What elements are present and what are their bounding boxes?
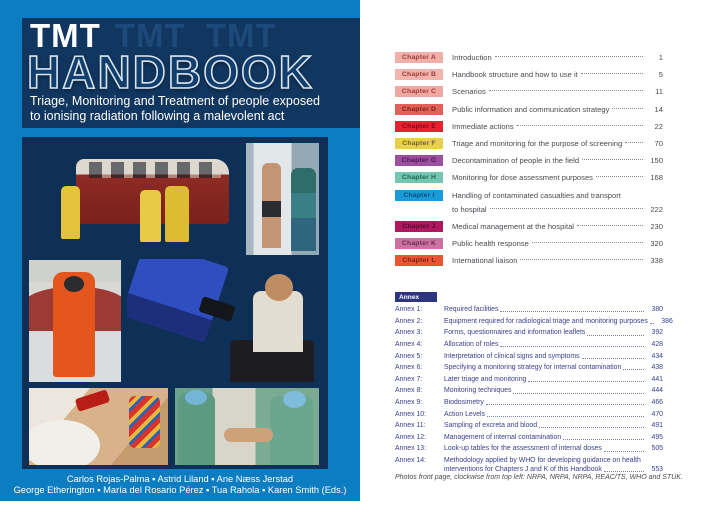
annex-label: Annex 10:	[395, 410, 427, 418]
page-number: 1	[658, 53, 663, 62]
chapter-badge: Chapter G	[395, 155, 443, 166]
page-number: 320	[650, 239, 663, 249]
dot-leader	[596, 176, 643, 177]
chapter-badge: Chapter D	[395, 104, 443, 115]
annex-title: Specifying a monitoring strategy for internal contamination	[444, 364, 622, 372]
dot-leader	[539, 427, 644, 428]
photo-monitoring-device-child	[127, 259, 318, 382]
dot-leader	[581, 73, 643, 74]
toc-entry-chapter-b[interactable]	[395, 69, 663, 80]
page-number: 150	[650, 156, 663, 166]
authors-line1: Carlos Rojas-Palma ▪ Astrid Liland ▪ Ane Næss Jerstad	[66, 474, 294, 484]
chapter-title: Monitoring for dose assessment purposes	[452, 173, 593, 183]
front-cover	[0, 0, 360, 501]
page-number: 380	[651, 306, 663, 314]
dot-leader	[563, 439, 644, 440]
toc-entry-chapter-i-line2[interactable]	[395, 204, 663, 215]
annex-title: Later triage and monitoring	[444, 375, 527, 383]
chapter-badge: Chapter B	[395, 69, 443, 80]
page-number: 553	[651, 466, 663, 474]
annex-label: Annex 5:	[395, 352, 423, 360]
photo-medical-team	[175, 388, 319, 465]
cover-title-tmt-echo: TMT TMT	[114, 17, 277, 54]
chapter-badge: Chapter I	[395, 190, 443, 201]
chapter-badge: Chapter C	[395, 86, 443, 97]
annex-title: Look-up tables for the assessment of internal doses	[444, 445, 602, 453]
page-number: 22	[654, 121, 663, 131]
dot-leader	[495, 56, 643, 57]
page-number: 168	[650, 173, 663, 183]
toc-entry-annex-7[interactable]	[395, 376, 663, 383]
toc-entry-chapter-h[interactable]	[395, 172, 663, 183]
dot-leader	[604, 471, 644, 472]
page-number: 386	[661, 317, 673, 325]
chapter-title: International liaison	[452, 256, 518, 266]
annex-title: Monitoring techniques	[444, 387, 512, 395]
page-number: 338	[650, 256, 663, 266]
toc-entry-chapter-c[interactable]	[395, 86, 663, 97]
chapter-title: Decontamination of people in the field	[452, 156, 580, 166]
contents-page	[362, 0, 724, 512]
toc-entry-chapter-d[interactable]	[395, 104, 663, 115]
photo-blood-sampling	[29, 388, 168, 465]
toc-entry-annex-10[interactable]	[395, 411, 663, 418]
dot-leader	[604, 451, 644, 452]
toc-entry-chapter-e[interactable]	[395, 121, 663, 132]
toc-entry-annex-9[interactable]	[395, 399, 663, 406]
page-number: 230	[650, 221, 663, 231]
annex-label: Annex 9:	[395, 399, 423, 406]
chapter-badge: Chapter H	[395, 172, 443, 183]
cover-subtitle-line2: to ionising radiation following a malevolent act	[30, 109, 285, 123]
toc-entry-annex-6[interactable]	[395, 364, 663, 371]
annex-title: Equipment required for radiological triage and monitoring purposes	[444, 317, 648, 325]
toc-entry-annex-4[interactable]	[395, 341, 663, 348]
dot-leader	[489, 90, 643, 91]
chapter-title: Immediate actions	[452, 121, 514, 131]
annex-title: Action Levels	[444, 410, 485, 418]
table-of-contents	[395, 52, 673, 478]
annex-title: Allocation of roles	[444, 341, 499, 349]
photo-credits-note: Photos front page, clockwise from top left: NRPA, NRPA, NRPA, REAC/TS, WHO and STUK.	[395, 474, 683, 481]
authors-line2: George Etherington ▪ María del Rosario Pérez ▪ Tua Rahola ▪ Karen Smith (Eds.)	[13, 484, 347, 495]
cover-authors	[0, 474, 360, 495]
chapter-title: Handbook structure and how to use it	[452, 70, 578, 80]
annex-label: Annex 6:	[395, 364, 423, 372]
photo-responder-orange-suit	[29, 260, 121, 382]
chapter-badge: Chapter J	[395, 221, 443, 232]
page-number: 428	[651, 341, 663, 349]
annex-label: Annex 4:	[395, 341, 423, 349]
page-number: 505	[651, 445, 663, 453]
dot-leader	[577, 225, 643, 226]
annex-label: Annex 7:	[395, 375, 423, 383]
annex-title: Required facilities	[444, 306, 499, 314]
cover-subtitle-line1: Triage, Monitoring and Treatment of people exposed	[30, 94, 320, 108]
toc-entry-annex-1[interactable]	[395, 306, 663, 313]
annex-label: Annex 8:	[395, 387, 423, 395]
annex-section-header: Annex	[395, 292, 437, 302]
page-number: 444	[651, 387, 663, 395]
page-number: 222	[650, 204, 663, 214]
cover-photo-collage	[22, 137, 328, 469]
dot-leader	[500, 311, 644, 312]
toc-entry-chapter-l[interactable]	[395, 255, 663, 266]
page-number: 441	[651, 375, 663, 383]
toc-entry-annex-5[interactable]	[395, 353, 663, 360]
toc-entry-annex-2[interactable]	[395, 317, 673, 325]
toc-entry-annex-11[interactable]	[395, 422, 663, 429]
page-number: 5	[658, 70, 663, 80]
dot-leader	[532, 242, 643, 243]
toc-entry-annex-3[interactable]	[395, 329, 663, 336]
photo-bus-accident-hazmat-responders	[29, 143, 242, 255]
dot-leader	[486, 404, 644, 405]
chapter-badge: Chapter A	[395, 52, 443, 63]
chapter-badge: Chapter E	[395, 121, 443, 132]
dot-leader	[582, 159, 643, 160]
chapter-badge: Chapter L	[395, 255, 443, 266]
page-number: 70	[654, 138, 663, 148]
chapter-title: Introduction	[452, 53, 492, 62]
cover-title-tmt: TMT	[30, 17, 101, 54]
annex-title: Sampling of excreta and blood	[444, 422, 538, 430]
page-number: 11	[655, 87, 663, 97]
toc-entry-chapter-f[interactable]	[395, 138, 663, 149]
dot-leader	[612, 108, 643, 109]
annex-title-continued: interventions for Chapters J and K of this Handbook	[444, 466, 602, 474]
toc-entry-chapter-g[interactable]	[395, 155, 663, 166]
toc-entry-chapter-i[interactable]	[395, 190, 663, 201]
dot-leader	[623, 369, 644, 370]
page-number: 466	[651, 399, 663, 406]
dot-leader	[625, 142, 643, 143]
chapter-title-continued: to hospital	[452, 204, 487, 214]
dot-leader	[513, 393, 644, 394]
cover-subtitle	[30, 94, 320, 124]
annex-label: Annex 3:	[395, 329, 423, 337]
toc-entry-annex-14[interactable]	[395, 457, 663, 464]
chapter-title: Scenarios	[452, 87, 486, 97]
toc-entry-annex-13[interactable]	[395, 445, 663, 452]
dot-leader	[500, 346, 644, 347]
toc-entry-annex-8[interactable]	[395, 387, 663, 394]
photo-decontamination-shower	[246, 143, 319, 255]
annex-label: Annex 13:	[395, 445, 427, 453]
page-number: 392	[651, 329, 663, 337]
dot-leader	[517, 125, 643, 126]
toc-entry-chapter-k[interactable]	[395, 238, 663, 249]
dot-leader	[650, 323, 654, 324]
chapter-title: Handling of contaminated casualties and transport	[452, 190, 621, 200]
chapter-title: Public health response	[452, 239, 529, 249]
dot-leader	[582, 358, 644, 359]
page-number: 470	[651, 410, 663, 418]
chapter-badge: Chapter K	[395, 238, 443, 249]
page-number: 495	[651, 433, 663, 441]
dot-leader	[528, 381, 644, 382]
annex-title: Biodosimetry	[444, 399, 484, 406]
annex-title: Interpretation of clinical signs and symptoms	[444, 352, 580, 360]
annex-label: Annex 11:	[395, 422, 426, 430]
chapter-title: Triage and monitoring for the purpose of screening	[452, 138, 623, 148]
page-number: 491	[651, 422, 663, 430]
toc-entry-annex-12[interactable]	[395, 434, 663, 441]
dot-leader	[520, 259, 643, 260]
cover-title-block	[22, 18, 360, 128]
chapter-title: Medical management at the hospital	[452, 221, 574, 231]
chapter-badge: Chapter F	[395, 138, 443, 149]
annex-title: Management of internal contamination	[444, 433, 562, 441]
toc-entry-annex-14-line2[interactable]	[395, 466, 663, 473]
page-number: 434	[651, 352, 663, 360]
cover-title-handbook: HANDBOOK	[27, 46, 314, 98]
dot-leader	[490, 208, 643, 209]
annex-title: Methodology applied by WHO for developing guidance on health	[444, 456, 641, 464]
annex-label: Annex 1:	[395, 306, 423, 314]
annex-title: Forms, questionnaires and information leaflets	[444, 329, 586, 337]
annex-label: Annex 14:	[395, 456, 427, 464]
dot-leader	[587, 335, 644, 336]
annex-label: Annex 2:	[395, 317, 423, 325]
annex-section	[395, 292, 673, 474]
toc-entry-chapter-j[interactable]	[395, 221, 663, 232]
toc-entry-chapter-a[interactable]	[395, 52, 663, 63]
dot-leader	[487, 416, 644, 417]
page-number: 14	[654, 104, 663, 114]
chapter-title: Public information and communication strategy	[452, 104, 610, 114]
annex-label: Annex 12:	[395, 433, 427, 441]
page-number: 438	[651, 364, 663, 372]
